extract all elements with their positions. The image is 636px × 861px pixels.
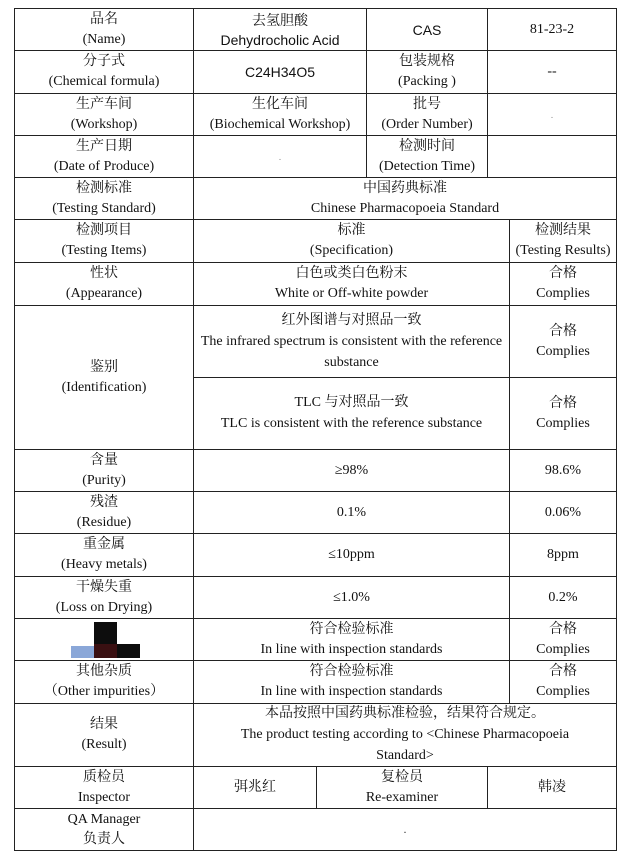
- row-heavy-metals: [15, 534, 617, 577]
- identification-ir-result: 合格 Complies: [510, 306, 617, 378]
- redaction-blocks: [17, 620, 191, 660]
- residue-label: 残渣 (Residue): [15, 492, 194, 534]
- row-loss-on-drying: [15, 577, 617, 619]
- loss-on-drying-result: 0.2%: [510, 577, 617, 619]
- qa-manager-label: QA Manager 负责人: [15, 809, 194, 851]
- residue-result: 0.06%: [510, 492, 617, 534]
- row-qa-manager: [15, 809, 617, 851]
- packing-value: --: [488, 51, 617, 94]
- order-number-value: .: [488, 94, 617, 136]
- workshop-label: 生产车间 (Workshop): [15, 94, 194, 136]
- identification-ir-spec: 红外图谱与对照品一致 The infrared spectrum is consistent with the reference substance: [194, 306, 510, 378]
- reexaminer-name: 韩凌: [488, 767, 617, 809]
- row-appearance: [15, 263, 617, 306]
- testing-results-header: 检测结果 (Testing Results): [510, 220, 617, 263]
- loss-on-drying-label: 干燥失重 (Loss on Drying): [15, 577, 194, 619]
- result-text: 本品按照中国药典标准检验，结果符合规定。 The product testing according to <Chinese Pharmacopoeia Standard>: [194, 704, 617, 767]
- produce-date-value: .: [194, 136, 367, 178]
- loss-on-drying-spec: ≤1.0%: [194, 577, 510, 619]
- row-testing-standard: [15, 178, 617, 220]
- row-result: [15, 704, 617, 767]
- appearance-spec: 白色或类白色粉末 White or Off-white powder: [194, 263, 510, 306]
- result-label: 结果 (Result): [15, 704, 194, 767]
- redacted-item-label: [15, 619, 194, 661]
- name-label: 品名 (Name): [15, 9, 194, 51]
- testing-standard-value: 中国药典标准 Chinese Pharmacopoeia Standard: [194, 178, 617, 220]
- row-formula: [15, 51, 617, 94]
- row-name: [15, 9, 617, 51]
- name-value: 去氢胆酸 Dehydrocholic Acid: [194, 9, 367, 51]
- identification-tlc-spec: TLC 与对照品一致 TLC is consistent with the reference substance: [194, 378, 510, 450]
- row-headers: [15, 220, 617, 263]
- appearance-label: 性状 (Appearance): [15, 263, 194, 306]
- testing-standard-label: 检测标准 (Testing Standard): [15, 178, 194, 220]
- cas-value: 81-23-2: [488, 9, 617, 51]
- other-impurities-label: 其他杂质 （Other impurities）: [15, 661, 194, 704]
- testing-items-header: 检测项目 (Testing Items): [15, 220, 194, 263]
- row-identification-ir: [15, 306, 617, 378]
- certificate-of-analysis-table: [14, 8, 617, 851]
- workshop-value: 生化车间 (Biochemical Workshop): [194, 94, 367, 136]
- detection-time-label: 检测时间 (Detection Time): [367, 136, 488, 178]
- purity-spec: ≥98%: [194, 450, 510, 492]
- row-purity: [15, 450, 617, 492]
- residue-spec: 0.1%: [194, 492, 510, 534]
- specification-header: 标准 (Specification): [194, 220, 510, 263]
- qa-manager-value: .: [194, 809, 617, 851]
- heavy-metals-spec: ≤10ppm: [194, 534, 510, 577]
- redacted-item-result: 合格 Complies: [510, 619, 617, 661]
- identification-tlc-result: 合格 Complies: [510, 378, 617, 450]
- formula-value: C24H34O5: [194, 51, 367, 94]
- appearance-result: 合格 Complies: [510, 263, 617, 306]
- row-inspector: [15, 767, 617, 809]
- identification-label: 鉴别 (Identification): [15, 306, 194, 450]
- other-impurities-result: 合格 Complies: [510, 661, 617, 704]
- purity-result: 98.6%: [510, 450, 617, 492]
- purity-label: 含量 (Purity): [15, 450, 194, 492]
- row-residue: [15, 492, 617, 534]
- produce-date-label: 生产日期 (Date of Produce): [15, 136, 194, 178]
- packing-label: 包装规格 (Packing ): [367, 51, 488, 94]
- formula-label: 分子式 (Chemical formula): [15, 51, 194, 94]
- row-produce-date: [15, 136, 617, 178]
- row-other-impurities: [15, 661, 617, 704]
- inspector-name: 弭兆红: [194, 767, 317, 809]
- row-redacted-item: [15, 619, 617, 661]
- redacted-item-spec: 符合检验标准 In line with inspection standards: [194, 619, 510, 661]
- heavy-metals-result: 8ppm: [510, 534, 617, 577]
- inspector-label: 质检员 Inspector: [15, 767, 194, 809]
- other-impurities-spec: 符合检验标准 In line with inspection standards: [194, 661, 510, 704]
- heavy-metals-label: 重金属 (Heavy metals): [15, 534, 194, 577]
- reexaminer-label: 复检员 Re-examiner: [317, 767, 488, 809]
- cas-label: CAS: [367, 9, 488, 51]
- detection-time-value: [488, 136, 617, 178]
- order-number-label: 批号 (Order Number): [367, 94, 488, 136]
- row-workshop: [15, 94, 617, 136]
